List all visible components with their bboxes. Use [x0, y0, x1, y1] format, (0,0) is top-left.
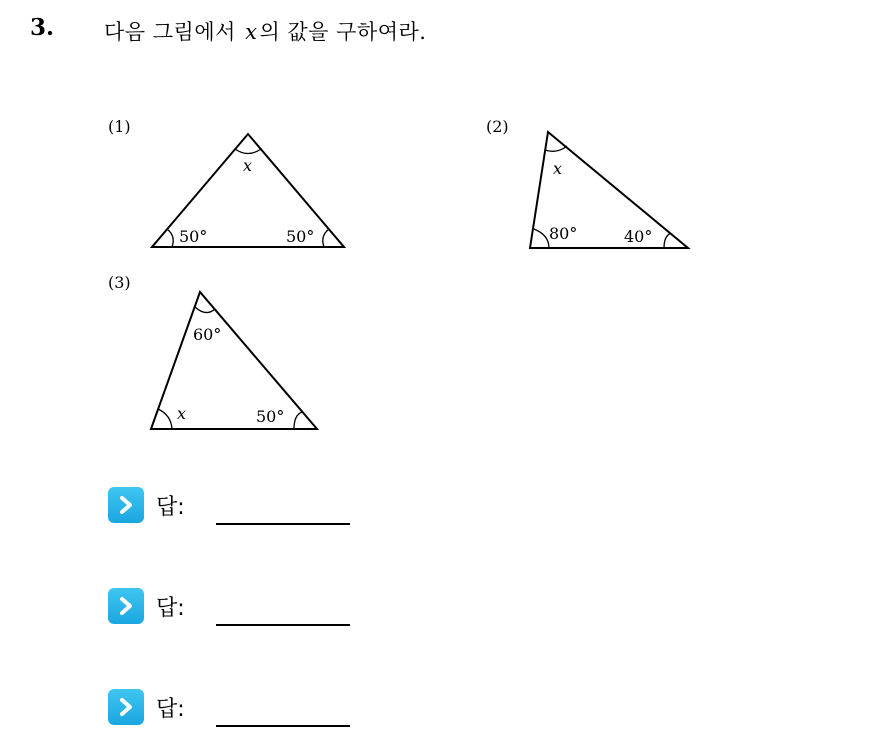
answer-input-1[interactable] [216, 503, 350, 525]
question-number: 3. [30, 14, 55, 41]
chevron-right-icon [108, 588, 144, 624]
figure-1-label: (1) [108, 117, 131, 136]
angle-arc-3-right [294, 412, 302, 429]
figure-3-top-angle: 60° [193, 325, 222, 344]
answer-input-2[interactable] [216, 604, 350, 626]
question-text-after: 의 값을 구하여라. [259, 20, 427, 44]
figure-3-right-angle: 50° [256, 407, 285, 426]
question-variable: x [245, 20, 258, 44]
figure-3-label: (3) [108, 273, 131, 292]
answer-row-1 [108, 485, 350, 525]
figure-1-right-angle: 50° [286, 227, 315, 246]
answer-input-3[interactable] [216, 705, 350, 727]
angle-arc-2-top [545, 146, 567, 151]
answer-label: 답: [156, 595, 185, 621]
angle-arc-2-left [534, 229, 549, 248]
figure-3 [108, 273, 317, 429]
figure-1-left-angle: 50° [179, 227, 208, 246]
answer-row-2 [108, 586, 350, 626]
angle-arc-2-right [664, 233, 671, 248]
answer-label: 답: [156, 494, 185, 520]
answer-label: 답: [156, 696, 185, 722]
figure-2-top-angle: x [553, 159, 563, 178]
answer-row-3 [108, 687, 350, 727]
triangle-3 [151, 292, 317, 429]
figure-1 [108, 117, 344, 247]
figure-2-label: (2) [486, 117, 509, 136]
angle-arc-3-top [195, 307, 215, 313]
figure-2 [486, 117, 688, 248]
angle-arc-1-right [323, 229, 329, 247]
chevron-right-icon [108, 487, 144, 523]
angle-arc-3-left [158, 409, 172, 429]
angle-arc-1-top [235, 149, 261, 154]
question-text-before: 다음 그림에서 [104, 20, 236, 44]
figure-3-left-angle: x [177, 404, 187, 423]
angle-arc-1-left [167, 229, 173, 247]
figure-1-top-angle: x [243, 156, 253, 175]
chevron-right-icon [108, 689, 144, 725]
figure-2-right-angle: 40° [624, 227, 653, 246]
figure-2-left-angle: 80° [549, 224, 578, 243]
